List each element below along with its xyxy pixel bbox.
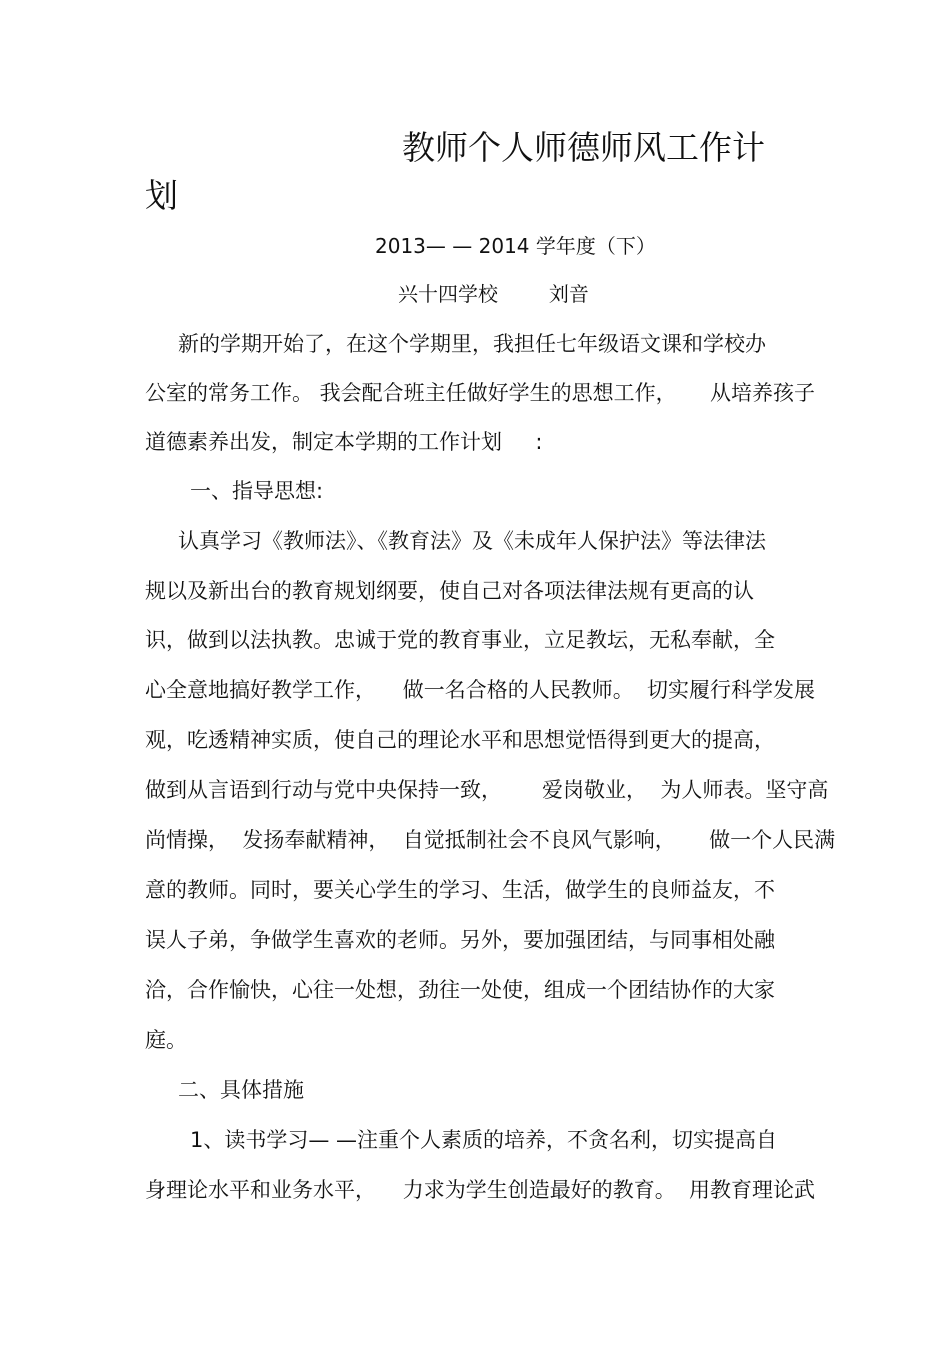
body-line: 尚情操， 发扬奉献精神， 自觉抵制社会不良风气影响， 做一个人民满 — [145, 828, 836, 852]
body-line: 识，做到以法执教。忠诚于党的教育事业，立足教坛，无私奉献，全 — [145, 628, 775, 652]
section-heading: 一、指导思想: — [190, 479, 324, 503]
body-line: 洽，合作愉快，心往一处想，劲往一处使，组成一个团结协作的大家 — [145, 978, 775, 1002]
body-line: 做到从言语到行动与党中央保持一致， 爱岗敬业， 为人师表。坚守高 — [145, 778, 829, 802]
body-line: 意的教师。同时，要关心学生的学习、生活，做学生的良师益友，不 — [145, 878, 775, 902]
section-heading: 二、具体措施 — [178, 1078, 304, 1102]
body-line: 身理论水平和业务水平， 力求为学生创造最好的教育。 用教育理论武 — [145, 1178, 816, 1202]
body-line: 庭。 — [145, 1028, 187, 1052]
body-line: 规以及新出台的教育规划纲要，使自己对各项法律法规有更高的认 — [145, 579, 754, 603]
page-title-line-1: 教师个人师德师风工作计 — [402, 128, 765, 167]
page-title-line-2: 划 — [145, 176, 178, 215]
body-line: 1、读书学习— —注重个人素质的培养，不贪名利，切实提高自 — [190, 1128, 778, 1152]
body-line: 认真学习《教师法》、《教育法》及《未成年人保护法》等法律法 — [178, 529, 766, 553]
author-line: 兴十四学校 刘音 — [398, 282, 589, 306]
body-line: 心全意地搞好教学工作， 做一名合格的人民教师。 切实履行科学发展 — [145, 678, 816, 702]
body-line: 观，吃透精神实质，使自己的理论水平和思想觉悟得到更大的提高， — [145, 728, 775, 752]
body-line: 道德素养出发，制定本学期的工作计划 : — [145, 430, 543, 454]
term-line: 2013— — 2014 学年度（下） — [375, 234, 656, 258]
body-line: 新的学期开始了，在这个学期里，我担任七年级语文课和学校办 — [178, 332, 766, 356]
body-line: 公室的常务工作。 我会配合班主任做好学生的思想工作， 从培养孩子 — [145, 381, 816, 405]
body-line: 误人子弟，争做学生喜欢的老师。另外，要加强团结，与同事相处融 — [145, 928, 775, 952]
